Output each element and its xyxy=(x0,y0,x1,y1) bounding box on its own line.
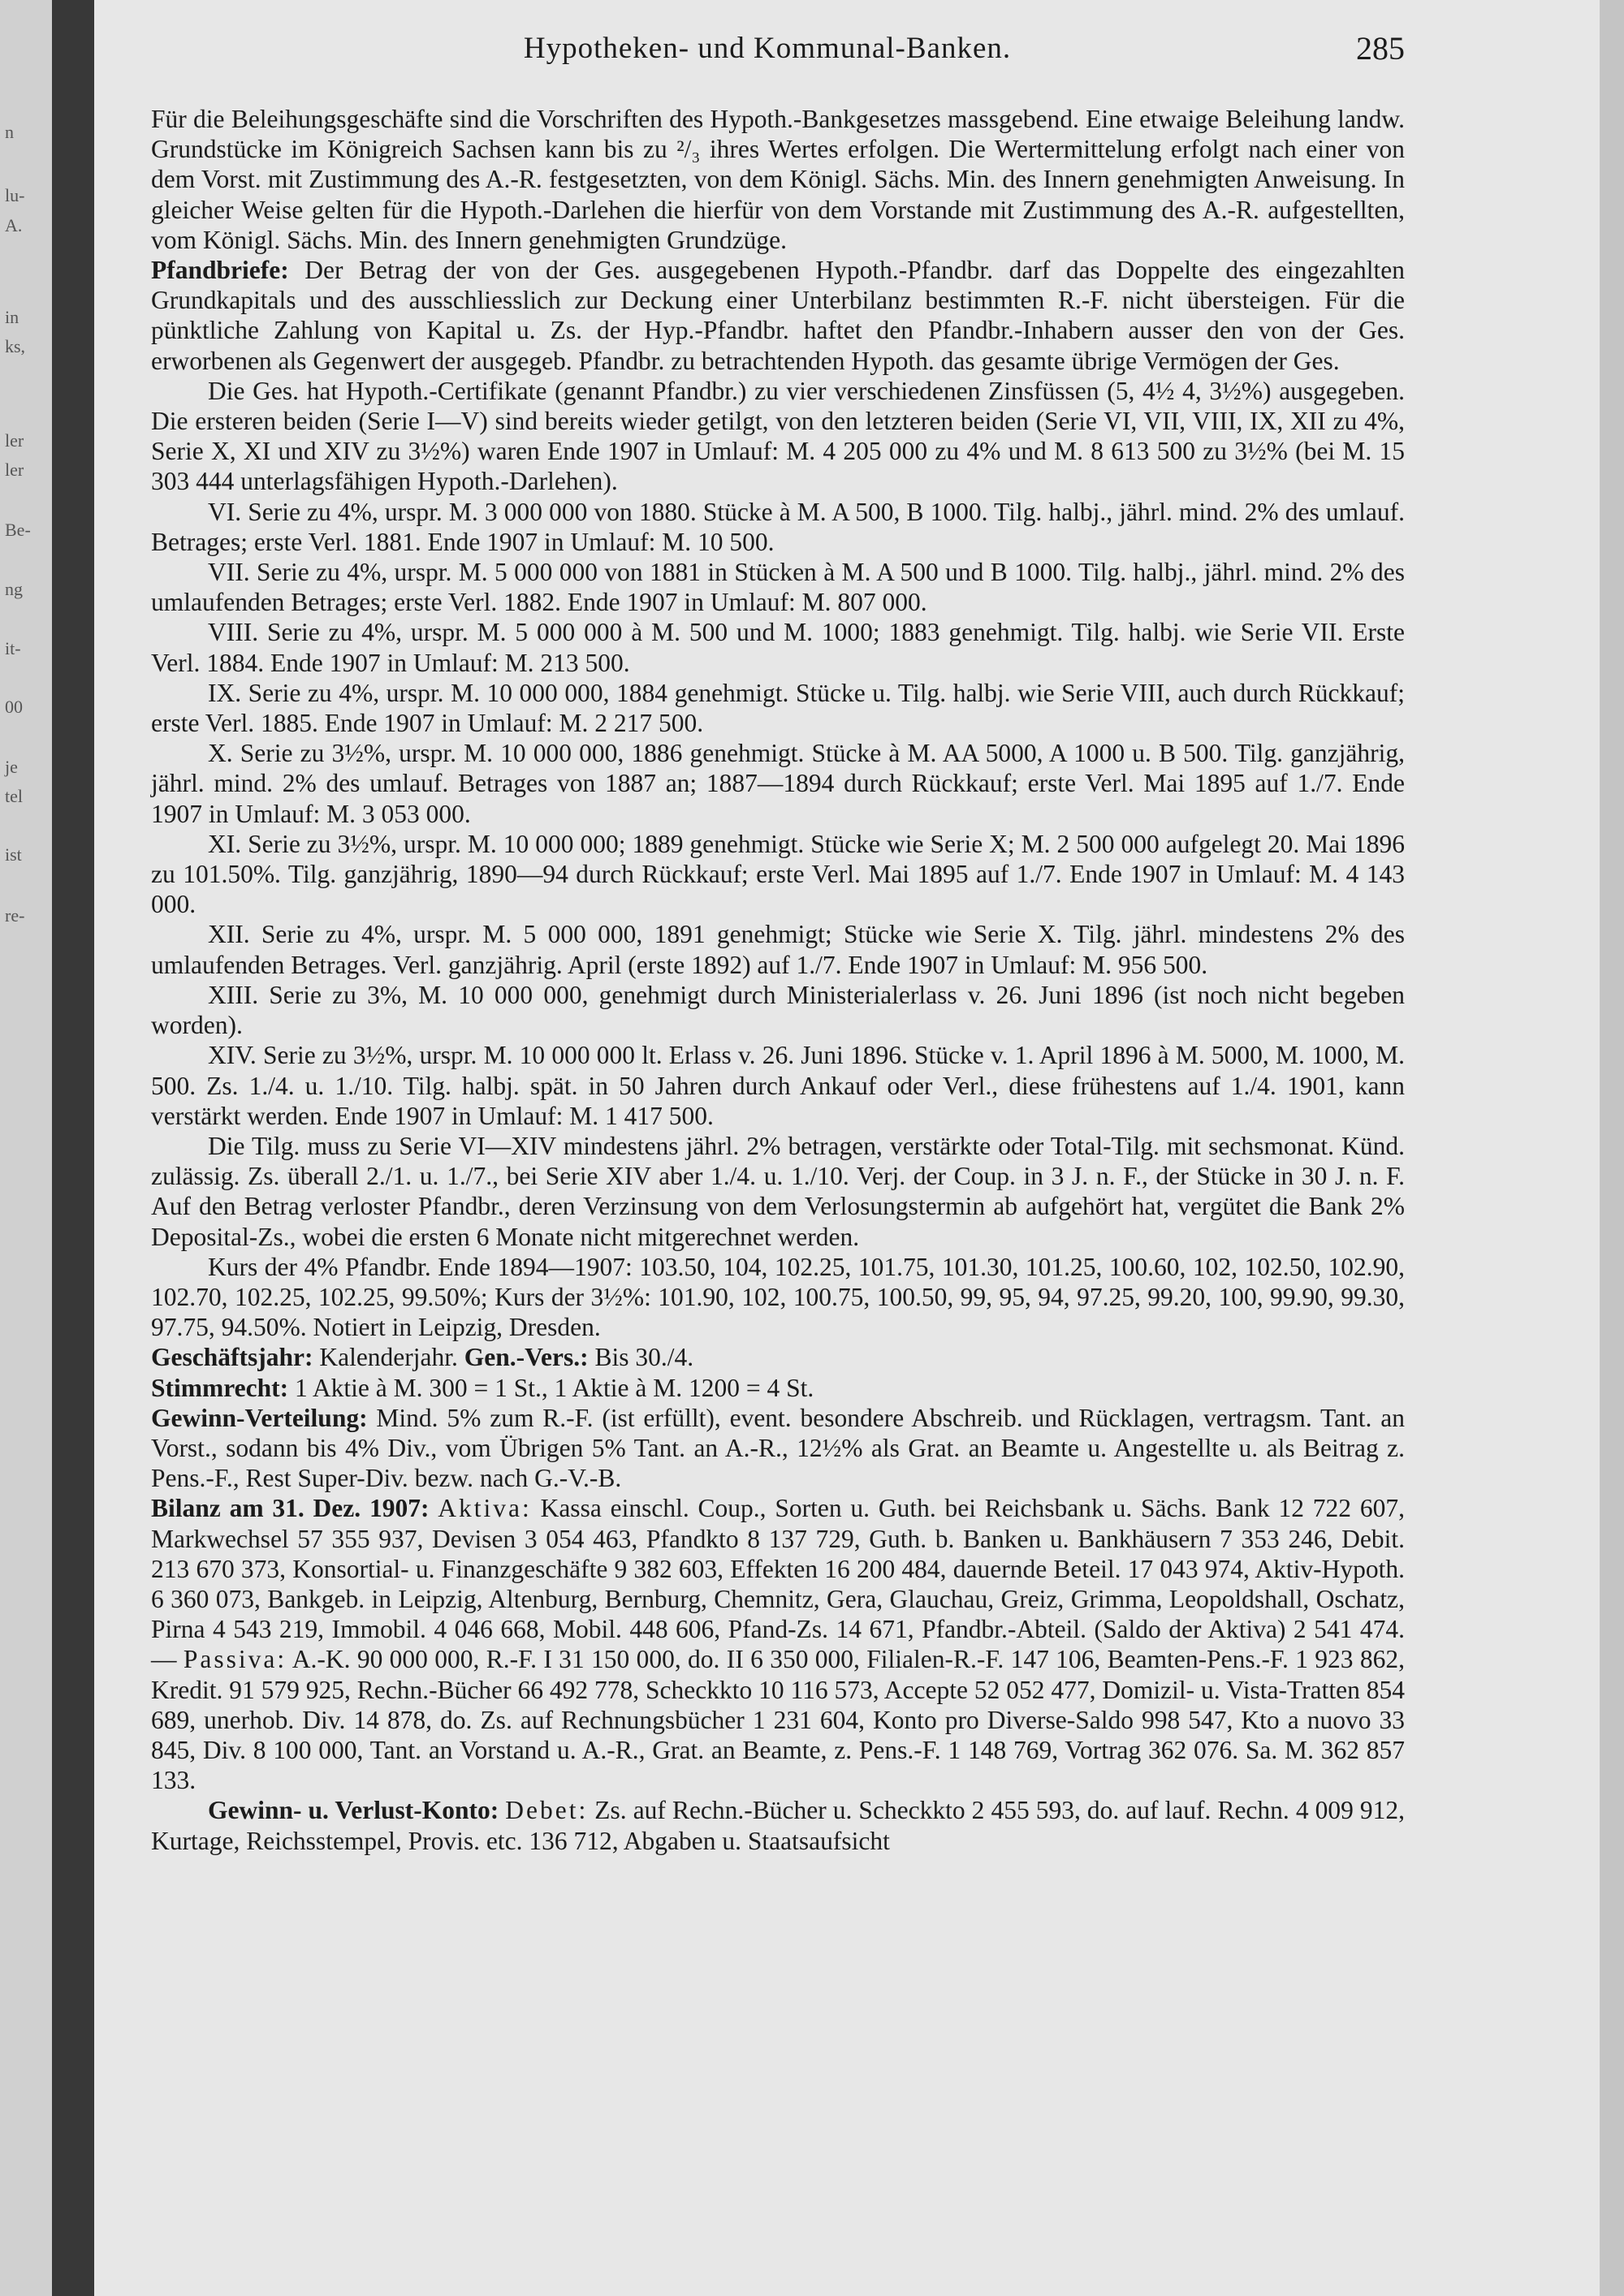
text-gen-vers: Bis 30./4. xyxy=(588,1343,694,1372)
label-gen-vers: Gen.-Vers.: xyxy=(464,1343,589,1372)
margin-fragment: lu- xyxy=(5,185,25,205)
label-geschaeftsjahr: Geschäftsjahr: xyxy=(151,1343,313,1372)
paragraph-tilgung: Die Tilg. muss zu Serie VI—XIV mindestens jährl. 2% betragen, verstärkte oder Total-Tilg. mit sechsmonat. Künd. zulässig. Zs. überall 2./1. u. 1./7., bei Serie XIV aber 1./4. u. 1./10. Verj. der Coup. in 3 J. n. F., der Stücke in 30 J. n. F. Auf den Betrag verloster Pfandbr., deren Verzinsung von dem Verlosungstermin ab aufgehört hat, vergütet die Bank 2% Deposital-Zs., wobei die ersten 6 Monate nicht mitgerechnet werden. xyxy=(151,1131,1405,1251)
margin-fragment: ist xyxy=(5,844,22,865)
adjacent-page-margin xyxy=(0,0,52,2296)
text-stimmrecht: 1 Aktie à M. 300 = 1 St., 1 Aktie à M. 1200 = 4 St. xyxy=(288,1373,814,1402)
paragraph-serie-xii: XII. Serie zu 4%, urspr. M. 5 000 000, 1891 genehmigt; Stücke wie Serie X. Tilg. jährl. mindestens 2% des umlaufenden Betrages. Verl. ganzjährig. April (erste 1892) auf 1./7. Ende 1907 in Umlauf: M. 956 500. xyxy=(151,920,1405,979)
paragraph-certifikate: Die Ges. hat Hypoth.-Certifikate (genannt Pfandbr.) zu vier verschiedenen Zinsfüssen (5, 4½ 4, 3½%) ausgegeben. Die ersteren beiden (Serie I—V) sind bereits wieder getilgt, von den letzteren beiden (Serie VI, VII, VIII, IX, XII zu 4%, Serie X, XI und XIV zu 3½%) waren Ende 1907 in Umlauf: M. 4 205 000 zu 4% und M. 8 613 500 zu 3½% (bei M. 15 303 444 unterlagsfähigen Hypoth.-Darlehen). xyxy=(151,376,1405,496)
label-passiva: Passiva: xyxy=(183,1645,287,1674)
label-pfandbriefe: Pfandbriefe: xyxy=(151,256,289,285)
label-stimmrecht: Stimmrecht: xyxy=(151,1373,289,1402)
margin-fragment: ng xyxy=(5,579,23,599)
paragraph-pfandbriefe xyxy=(151,255,1405,376)
margin-fragment: ler xyxy=(5,430,24,451)
page-header xyxy=(130,31,1405,71)
margin-fragment: ks, xyxy=(5,336,26,356)
margin-fragment: re- xyxy=(5,905,25,926)
paragraph-serie-xiv: XIV. Serie zu 3½%, urspr. M. 10 000 000 lt. Erlass v. 26. Juni 1896. Stücke v. 1. April 1896 à M. 5000, M. 1000, M. 500. Zs. 1./4. u. 1./10. Tilg. halbj. spät. in 50 Jahren durch Ankauf oder Verl., diese frühestens auf 1./4. 1901, kann verstärkt werden. Ende 1907 in Umlauf: M. 1 417 500. xyxy=(151,1041,1405,1130)
label-gewinn-verlust: Gewinn- u. Verlust-Konto: xyxy=(208,1796,499,1825)
margin-fragment: tel xyxy=(5,786,23,806)
book-spine-shadow xyxy=(52,0,94,2296)
text-pfandbriefe: Der Betrag der von der Ges. ausgegebenen Hypoth.-Pfandbr. darf das Doppelte des eingezahlten Grundkapitals und des ausschliesslich zur Deckung einer Unterbilanz bestimmten R.-F. nicht übersteigen. Für die pünktliche Zahlung von Kapital u. Zs. der Hyp.-Pfandbr. haftet den Pfandbr.-Inhabern ausser den von der Ges. erworbenen als Gegenwert der ausgegeb. Pfandbr. zu betrachtenden Hypoth. das gesamte übrige Vermögen der Ges. xyxy=(151,256,1405,375)
paragraph-gewinn-verteilung xyxy=(151,1403,1405,1494)
paragraph-serie-vi: VI. Serie zu 4%, urspr. M. 3 000 000 von 1880. Stücke à M. A 500, B 1000. Tilg. halbj., jährl. mind. 2% des umlauf. Betrages; erste Verl. 1881. Ende 1907 in Umlauf: M. 10 500. xyxy=(151,497,1405,556)
paragraph-serie-x: X. Serie zu 3½%, urspr. M. 10 000 000, 1886 genehmigt. Stücke à M. AA 5000, A 1000 u. B 500. Tilg. ganzjährig, jährl. mind. 2% des umlauf. Betrages von 1887 an; 1887—1894 durch Rückkauf; erste Verl. Mai 1895 auf 1./7. Ende 1907 in Umlauf: M. 3 053 000. xyxy=(151,739,1405,828)
margin-fragment: n xyxy=(5,122,14,142)
paragraph-stimmrecht xyxy=(151,1373,1405,1403)
right-page-edge xyxy=(1600,0,1624,2296)
margin-fragment: in xyxy=(5,307,19,327)
margin-fragment: it- xyxy=(5,638,21,658)
paragraph-serie-xiii: XIII. Serie zu 3%, M. 10 000 000, genehmigt durch Ministerialerlass v. 26. Juni 1896 (ist noch nicht begeben worden). xyxy=(151,980,1405,1040)
label-debet: Debet: xyxy=(505,1796,589,1825)
running-title: Hypotheken- und Kommunal-Banken. xyxy=(523,32,1012,65)
margin-fragment: ler xyxy=(5,460,24,480)
paragraph-serie-xi: XI. Serie zu 3½%, urspr. M. 10 000 000; 1889 genehmigt. Stücke wie Serie X; M. 2 500 000 aufgelegt 20. Mai 1896 zu 101.50%. Tilg. ganzjährig, 1890—94 durch Rückkauf; erste Verl. Mai 1895 auf 1./7. Ende 1907 in Umlauf: M. 4 143 000. xyxy=(151,829,1405,919)
paragraph-serie-viii: VIII. Serie zu 4%, urspr. M. 5 000 000 à M. 500 und M. 1000; 1883 genehmigt. Tilg. halbj. wie Serie VII. Erste Verl. 1884. Ende 1907 in Umlauf: M. 213 500. xyxy=(151,618,1405,677)
margin-fragment: Be- xyxy=(5,520,31,540)
paragraph-bilanz xyxy=(151,1493,1405,1795)
margin-fragment: A. xyxy=(5,215,23,235)
page-number: 285 xyxy=(1356,30,1405,67)
margin-fragment: 00 xyxy=(5,697,23,717)
paragraph-serie-ix: IX. Serie zu 4%, urspr. M. 10 000 000, 1884 genehmigt. Stücke u. Tilg. halbj. wie Serie VIII, auch durch Rückkauf; erste Verl. 1885. Ende 1907 in Umlauf: M. 2 217 500. xyxy=(151,678,1405,738)
text-gewinn-verlust: Zs. auf Rechn.-Bücher u. Scheckkto 2 455 593, do. auf lauf. Rechn. 4 009 912, Kurtage, Reichsstempel, Provis. etc. 136 712, Abgaben u. Staatsaufsicht xyxy=(151,1796,1406,1855)
text-gewinn-verteilung: Mind. 5% zum R.-F. (ist erfüllt), event. besondere Abschreib. und Rücklagen, vertragsm. Tant. an Vorst., sodann bis 4% Div., vom Übrigen 5% Tant. an A.-R., 12½% als Grat. an Beamte u. Angestellte u. als Beitrag z. Pens.-F., Rest Super-Div. bezw. nach G.-V.-B. xyxy=(151,1403,1405,1493)
paragraph-kurs: Kurs der 4% Pfandbr. Ende 1894—1907: 103.50, 104, 102.25, 101.75, 101.30, 101.25, 100.60, 102, 102.50, 102.90, 102.70, 102.25, 102.25, 99.50%; Kurs der 3½%: 101.90, 102, 100.75, 100.50, 99, 95, 94, 97.25, 99.20, 100, 99.90, 99.30, 97.75, 94.50%. Notiert in Leipzig, Dresden. xyxy=(151,1252,1405,1342)
paragraph-gewinn-verlust xyxy=(151,1795,1405,1855)
label-aktiva: Aktiva: xyxy=(438,1494,532,1523)
text-passiva: A.-K. 90 000 000, R.-F. I 31 150 000, do. II 6 350 000, Filialen-R.-F. 147 106, Beamten-Pens.-F. 1 923 862, Kredit. 91 579 925, Rechn.-Bücher 66 492 778, Scheckkto 10 116 573, Accepte 52 052 477, Domizil- u. Vista-Tratten 854 689, unerhob. Div. 14 878, do. Zs. auf Rechnungsbücher 1 231 604, Konto pro Diverse-Saldo 998 547, Kto a nuovo 33 845, Div. 8 100 000, Tant. an Vorstand u. A.-R., Grat. an Beamte, z. Pens.-F. 1 148 769, Vortrag 362 076. Sa. M. 362 857 133. xyxy=(151,1645,1406,1795)
label-gewinn-verteilung: Gewinn-Verteilung: xyxy=(151,1403,368,1432)
text-aktiva: Kassa einschl. Coup., Sorten u. Guth. bei Reichsbank u. Sächs. Bank 12 722 607, Markwechsel 57 355 937, Devisen 3 054 463, Pfandkto 8 137 729, Guth. b. Banken u. Bankhäusern 7 353 246, Debit. 213 670 373, Konsortial- u. Finanzgeschäfte 9 382 603, Effekten 16 200 484, dauernde Beteil. 17 043 974, Aktiv-Hypoth. 6 360 073, Bankgeb. in Leipzig, Altenburg, Bernburg, Chemnitz, Gera, Glauchau, Greiz, Grimma, Leopoldshall, Oschatz, Pirna 4 543 219, Immobil. 4 046 668, Mobil. 448 606, Pfand-Zs. 14 671, Pfandbr.-Abteil. (Saldo der Aktiva) 2 541 474. — xyxy=(151,1494,1405,1674)
text-geschaeftsjahr: Kalenderjahr. xyxy=(313,1343,464,1372)
margin-fragment: je xyxy=(5,757,18,777)
paragraph-beleihung: Für die Beleihungsgeschäfte sind die Vorschriften des Hypoth.-Bankgesetzes massgebend. Eine etwaige Beleihung landw. Grundstücke im Königreich Sachsen kann bis zu ²/₃ ihres Wertes erfolgen. Die Wertermittelung erfolgt nach einer von dem Vorst. mit Zustimmung des A.-R. festgesetzten, von dem Königl. Sächs. Min. des Innern genehmigten Anweisung. In gleicher Weise gelten für die Hypoth.-Darlehen die hierfür von dem Vorstande mit Zustimmung des A.-R. aufgestellten, vom Königl. Sächs. Min. des Innern genehmigten Grundzüge. xyxy=(151,105,1405,254)
page-body xyxy=(151,104,1405,1856)
paragraph-geschaeftsjahr xyxy=(151,1342,1405,1372)
label-bilanz: Bilanz am 31. Dez. 1907: xyxy=(151,1494,430,1523)
paragraph-serie-vii: VII. Serie zu 4%, urspr. M. 5 000 000 von 1881 in Stücken à M. A 500 und B 1000. Tilg. halbj., jährl. mind. 2% des umlaufenden Betrages; erste Verl. 1882. Ende 1907 in Umlauf: M. 807 000. xyxy=(151,558,1405,617)
